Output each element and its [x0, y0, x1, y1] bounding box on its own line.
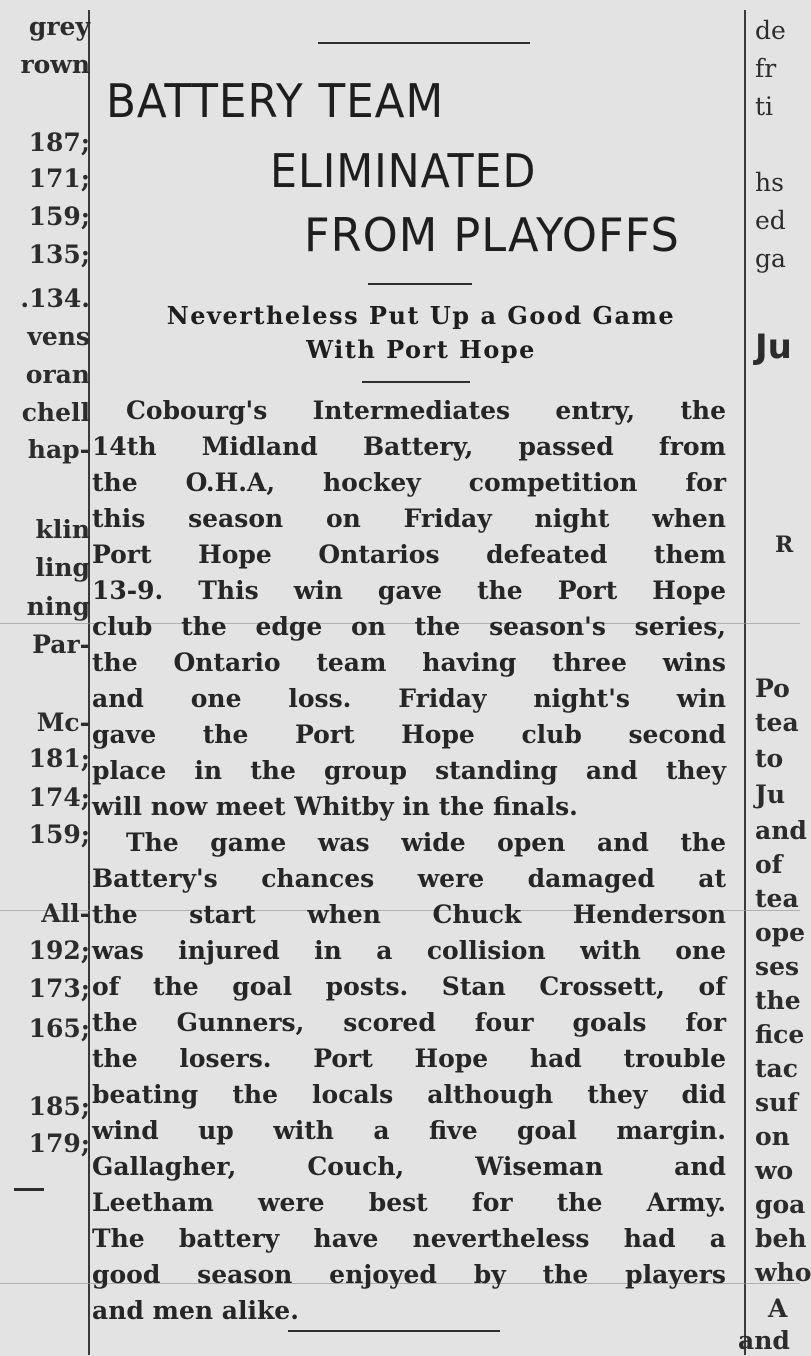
left-fragment: oran — [25, 360, 90, 389]
right-fragment: ed — [755, 206, 786, 235]
left-fragment: .134. — [20, 284, 90, 313]
right-fragment: to — [755, 744, 784, 773]
body-line: place in the group standing and they — [92, 756, 726, 785]
right-fragment: goa — [755, 1190, 806, 1219]
body-line: and men alike. — [92, 1296, 299, 1325]
body-line: was injured in a collision with one — [92, 936, 726, 965]
left-fragment: 185; — [28, 1092, 90, 1121]
right-fragment: fr — [755, 54, 777, 83]
left-fragment: 181; — [28, 744, 90, 773]
right-fragment: tac — [755, 1054, 798, 1083]
left-fragment: 174; — [28, 783, 90, 812]
left-fragment: 159; — [28, 202, 90, 231]
right-fragment: the — [755, 986, 801, 1015]
left-fragment: klin — [35, 515, 90, 544]
body-line: gave the Port Hope club second — [92, 720, 726, 749]
deck-line-2: With Port Hope — [306, 335, 536, 364]
left-fragment: rown — [20, 50, 90, 79]
left-fragment: ning — [26, 592, 90, 621]
body-line: 13-9. This win gave the Port Hope — [92, 576, 726, 605]
body-line: Battery's chances were damaged at — [92, 864, 726, 893]
left-fragment: Mc- — [36, 708, 90, 737]
right-fragment: fice — [755, 1020, 805, 1049]
left-fragment: vens — [27, 322, 90, 351]
left-fragment: 179; — [28, 1129, 90, 1158]
body-line: will now meet Whitby in the finals. — [92, 792, 578, 821]
headline-line-2: ELIMINATED — [270, 144, 537, 198]
right-fragment: de — [755, 16, 786, 45]
left-fragment: ling — [35, 553, 90, 582]
right-fragment: A — [768, 1294, 788, 1323]
right-fragment: suf — [755, 1088, 799, 1117]
body-line: club the edge on the season's series, — [92, 612, 726, 641]
left-fragment: 165; — [28, 1014, 90, 1043]
left-fragment: 135; — [28, 240, 90, 269]
body-line: The game was wide open and the — [126, 828, 726, 857]
left-fragment: Par- — [32, 630, 90, 659]
right-fragment: on — [755, 1122, 790, 1151]
left-fragment: hap- — [27, 435, 90, 464]
body-line: The battery have nevertheless had a — [92, 1224, 726, 1253]
right-column-rule — [744, 10, 746, 1355]
body-line: Leetham were best for the Army. — [92, 1188, 726, 1217]
right-fragment: and — [755, 816, 807, 845]
bottom-rule — [288, 1330, 500, 1332]
left-fragment: All- — [41, 899, 90, 928]
body-line: wind up with a five goal margin. — [92, 1116, 726, 1145]
body-line: Port Hope Ontarios defeated them — [92, 540, 726, 569]
left-fragment: 173; — [28, 974, 90, 1003]
body-line: the O.H.A, hockey competition for — [92, 468, 726, 497]
left-fragment: grey — [28, 12, 90, 41]
right-fragment: who — [755, 1258, 811, 1287]
left-fragment: 171; — [28, 164, 90, 193]
body-line: the start when Chuck Henderson — [92, 900, 726, 929]
right-fragment: Ju — [755, 780, 786, 809]
headline-rule — [368, 283, 472, 285]
right-fragment: ga — [755, 244, 786, 273]
left-column-dash — [14, 1188, 44, 1191]
body-line: the Ontario team having three wins — [92, 648, 726, 677]
headline-line-1: BATTERY TEAM — [106, 74, 445, 128]
right-fragment: Ju — [755, 327, 792, 367]
right-fragment: ope — [755, 918, 806, 947]
right-fragment: ses — [755, 952, 800, 981]
left-fragment: 159; — [28, 820, 90, 849]
body-line: and one loss. Friday night's win — [92, 684, 726, 713]
right-fragment: tea — [755, 708, 799, 737]
headline-line-3: FROM PLAYOFFS — [304, 208, 680, 262]
left-fragment: chell — [21, 398, 90, 427]
right-fragment: wo — [755, 1156, 794, 1185]
right-fragment: of — [755, 850, 783, 879]
body-line: of the goal posts. Stan Crossett, of — [92, 972, 726, 1001]
top-rule — [318, 42, 530, 44]
left-fragment: 187; — [28, 128, 90, 157]
body-line: the losers. Port Hope had trouble — [92, 1044, 726, 1073]
right-fragment: tea — [755, 884, 799, 913]
deck-line-1: Nevertheless Put Up a Good Game — [166, 301, 676, 330]
right-fragment: R — [775, 532, 794, 558]
body-line: Gallagher, Couch, Wiseman and — [92, 1152, 726, 1181]
right-fragment: and — [738, 1326, 790, 1355]
left-fragment: 192; — [28, 936, 90, 965]
body-line: beating the locals although they did — [92, 1080, 726, 1109]
right-fragment: hs — [755, 168, 784, 197]
right-fragment: ti — [755, 92, 774, 121]
deck-rule — [362, 381, 470, 383]
body-line: this season on Friday night when — [92, 504, 726, 533]
right-fragment: beh — [755, 1224, 807, 1253]
body-line: Cobourg's Intermediates entry, the — [126, 396, 726, 425]
body-line: the Gunners, scored four goals for — [92, 1008, 726, 1037]
body-line: 14th Midland Battery, passed from — [92, 432, 726, 461]
right-fragment: Po — [755, 674, 790, 703]
body-line: good season enjoyed by the players — [92, 1260, 726, 1289]
